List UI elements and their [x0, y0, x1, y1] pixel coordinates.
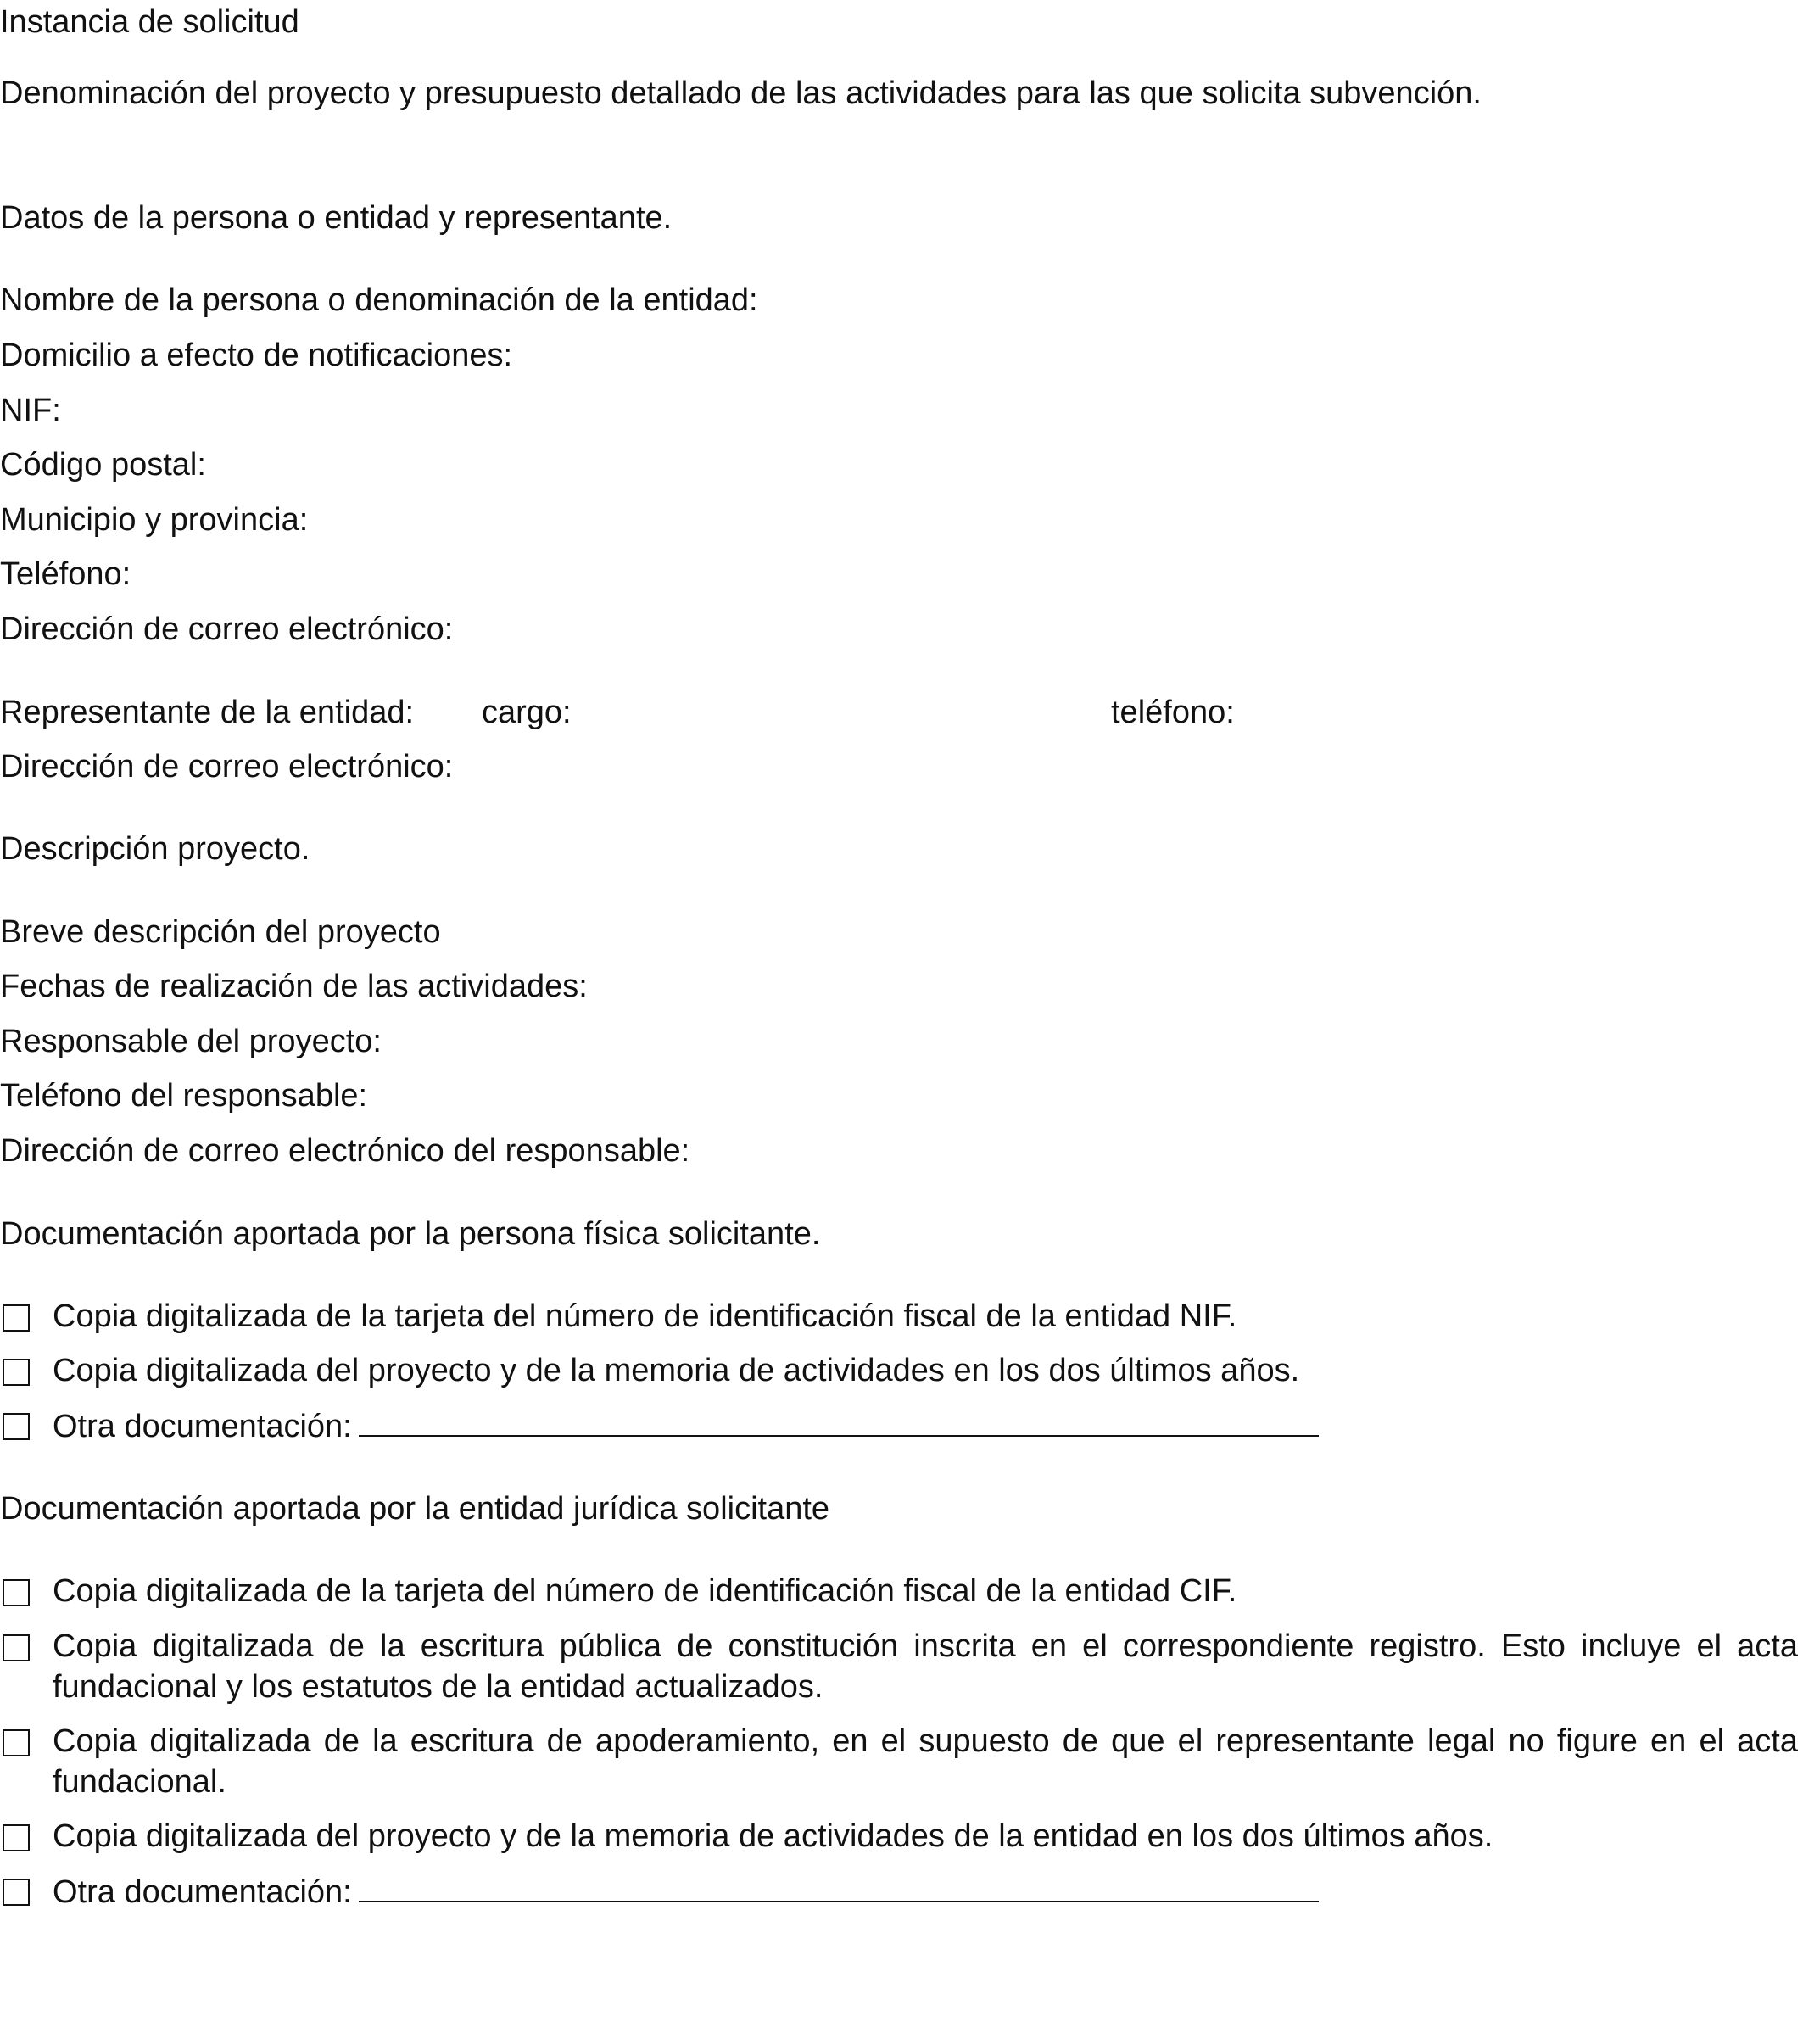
representative-cargo-label: cargo:: [482, 695, 572, 730]
field-responsible-label: Responsable del proyecto:: [0, 1024, 382, 1059]
representative-phone-label: teléfono:: [1111, 695, 1235, 730]
checkbox[interactable]: [3, 1579, 30, 1606]
field-address-label: Domicilio a efecto de notificaciones:: [0, 338, 513, 373]
checkbox-label: Copia digitalizada del proyecto y de la memoria de actividades en los dos últimos años.: [53, 1353, 1300, 1388]
form-title: Instancia de solicitud: [0, 4, 299, 40]
checkbox-label: Copia digitalizada del proyecto y de la memoria de actividades de la entidad en los dos últimos años.: [53, 1818, 1493, 1854]
checkbox-label: Copia digitalizada de la tarjeta del número de identificación fiscal de la entidad CIF.: [53, 1573, 1237, 1609]
checkbox[interactable]: [3, 1824, 30, 1851]
checkbox-label: Copia digitalizada de la escritura de apoderamiento, en el supuesto de que el representante legal no figure en el acta fundacional.: [53, 1723, 1798, 1800]
other-documentation-input[interactable]: [359, 1405, 1319, 1437]
docs-legal-item-deed[interactable]: [0, 1626, 1803, 1707]
representative-row: [0, 694, 1803, 731]
field-email-label: Dirección de correo electrónico:: [0, 612, 454, 647]
field-nif-label: NIF:: [0, 393, 61, 428]
docs-physical-heading: Documentación aportada por la persona física solicitante.: [0, 1216, 821, 1252]
project-heading: Denominación del proyecto y presupuesto detallado de las actividades para las que solicita subvención.: [0, 75, 1482, 111]
field-municipality-label: Municipio y provincia:: [0, 502, 309, 538]
field-responsible-phone-label: Teléfono del responsable:: [0, 1078, 368, 1114]
project-description-heading: Descripción proyecto.: [0, 831, 310, 867]
docs-physical-item-project[interactable]: [0, 1350, 1803, 1391]
applicant-heading: Datos de la persona o entidad y representante.: [0, 200, 673, 236]
docs-legal-item-cif[interactable]: [0, 1571, 1803, 1611]
representative-email-label: Dirección de correo electrónico:: [0, 749, 454, 785]
docs-physical-item-other[interactable]: [0, 1405, 1803, 1445]
other-documentation-input[interactable]: [359, 1870, 1319, 1902]
checkbox[interactable]: [3, 1304, 30, 1332]
checkbox[interactable]: [3, 1359, 30, 1386]
checkbox-label: Otra documentación:: [53, 1874, 352, 1910]
checkbox-label: Copia digitalizada de la tarjeta del número de identificación fiscal de la entidad NIF.: [53, 1298, 1237, 1334]
field-brief-description-label: Breve descripción del proyecto: [0, 914, 441, 950]
docs-legal-item-project[interactable]: [0, 1816, 1803, 1857]
docs-legal-heading: Documentación aportada por la entidad jurídica solicitante: [0, 1491, 830, 1527]
field-postal-code-label: Código postal:: [0, 447, 206, 483]
checkbox-label: Otra documentación:: [53, 1409, 352, 1444]
field-phone-label: Teléfono:: [0, 556, 131, 592]
checkbox-label: Copia digitalizada de la escritura pública de constitución inscrita en el correspondiente registro. Esto incluye el acta fundacional y los estatutos de la entidad actualizados.: [53, 1628, 1798, 1705]
field-dates-label: Fechas de realización de las actividades:: [0, 969, 588, 1004]
field-responsible-email-label: Dirección de correo electrónico del responsable:: [0, 1133, 690, 1169]
field-name-label: Nombre de la persona o denominación de la entidad:: [0, 282, 758, 318]
checkbox[interactable]: [3, 1413, 30, 1440]
docs-legal-item-other[interactable]: [0, 1870, 1803, 1911]
checkbox[interactable]: [3, 1634, 30, 1661]
checkbox[interactable]: [3, 1729, 30, 1756]
checkbox[interactable]: [3, 1879, 30, 1906]
representative-label: Representante de la entidad:: [0, 695, 415, 730]
docs-legal-item-power-of-attorney[interactable]: [0, 1721, 1803, 1802]
docs-physical-item-nif[interactable]: [0, 1296, 1803, 1337]
